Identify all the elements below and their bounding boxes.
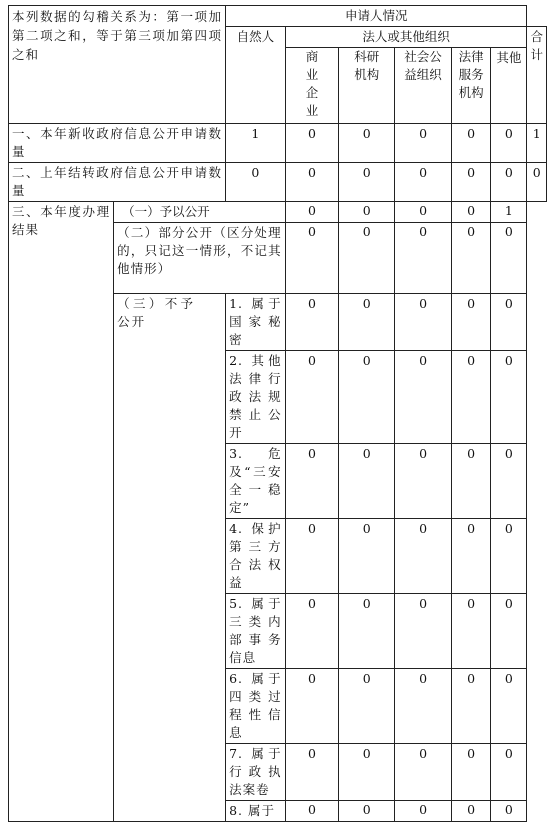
corner-note: 本列数据的勾稽关系为：第一项加第二项之和，等于第三项加第四项之和 bbox=[9, 6, 226, 124]
reason-label: 3. 危及“三安全一稳定” bbox=[226, 444, 286, 519]
reason-value: 0 bbox=[339, 294, 395, 351]
reason-value: 0 bbox=[285, 669, 339, 744]
row-carryover-value: 0 bbox=[395, 163, 452, 202]
reason-value: 0 bbox=[452, 294, 491, 351]
result-public-value: 0 bbox=[452, 202, 491, 223]
row-carryover-value: 0 bbox=[527, 163, 547, 202]
reason-value: 0 bbox=[452, 519, 491, 594]
row-new-requests-value: 0 bbox=[452, 124, 491, 163]
reason-value: 0 bbox=[285, 351, 339, 444]
reason-value: 0 bbox=[339, 744, 395, 801]
reason-value: 0 bbox=[491, 444, 527, 519]
result-partial-value: 0 bbox=[339, 223, 395, 294]
reason-value: 0 bbox=[339, 351, 395, 444]
reason-value: 0 bbox=[339, 669, 395, 744]
research-header: 科研机构 bbox=[339, 48, 395, 124]
row-new-requests-value: 0 bbox=[491, 124, 527, 163]
reason-label: 2. 其他法律行政法规禁止公开 bbox=[226, 351, 286, 444]
reason-value: 0 bbox=[339, 594, 395, 669]
reason-value: 0 bbox=[395, 801, 452, 822]
natural-person-header: 自然人 bbox=[226, 27, 286, 124]
row-new-requests-label: 一、本年新收政府信息公开申请数量 bbox=[9, 124, 226, 163]
reason-value: 0 bbox=[395, 669, 452, 744]
reason-value: 0 bbox=[395, 444, 452, 519]
reason-value: 0 bbox=[491, 351, 527, 444]
reason-label: 6. 属于四类过程性信息 bbox=[226, 669, 286, 744]
reason-value: 0 bbox=[452, 669, 491, 744]
reason-value: 0 bbox=[491, 294, 527, 351]
result-partial-value: 0 bbox=[395, 223, 452, 294]
reason-value: 0 bbox=[395, 351, 452, 444]
reason-value: 0 bbox=[285, 801, 339, 822]
result-partial-value: 0 bbox=[491, 223, 527, 294]
result-public-value: 0 bbox=[285, 202, 339, 223]
reason-value: 0 bbox=[395, 294, 452, 351]
result-partial-value: 0 bbox=[452, 223, 491, 294]
reason-label: 4. 保护第三方合法权益 bbox=[226, 519, 286, 594]
reason-value: 0 bbox=[395, 744, 452, 801]
reason-value: 0 bbox=[491, 669, 527, 744]
reason-value: 0 bbox=[452, 444, 491, 519]
reason-value: 0 bbox=[285, 744, 339, 801]
row-new-requests-value: 0 bbox=[285, 124, 339, 163]
reason-value: 0 bbox=[452, 594, 491, 669]
reason-value: 0 bbox=[339, 519, 395, 594]
row-carryover-label: 二、上年结转政府信息公开申请数量 bbox=[9, 163, 226, 202]
reason-label: 8. 属于 bbox=[226, 801, 286, 822]
other-header: 其他 bbox=[491, 48, 527, 124]
row-new-requests-value: 1 bbox=[226, 124, 286, 163]
result-public-value: 1 bbox=[491, 202, 527, 223]
result-withheld-label: （三）不予公开 bbox=[114, 294, 226, 822]
row-results-label: 三、本年度办理结果 bbox=[9, 202, 114, 822]
commercial-header: 商业企业 bbox=[285, 48, 339, 124]
reason-value: 0 bbox=[452, 801, 491, 822]
reason-value: 0 bbox=[285, 594, 339, 669]
applicant-header: 申请人情况 bbox=[226, 6, 527, 27]
result-partial-value: 0 bbox=[285, 223, 339, 294]
row-carryover-value: 0 bbox=[285, 163, 339, 202]
total-header: 合计 bbox=[527, 27, 547, 124]
row-new-requests-value: 0 bbox=[395, 124, 452, 163]
reason-label: 1. 属于国家秘密 bbox=[226, 294, 286, 351]
legal-group-header: 法人或其他组织 bbox=[285, 27, 527, 48]
result-public-value: 0 bbox=[395, 202, 452, 223]
result-public-label: （一）予以公开 bbox=[114, 202, 286, 223]
row-new-requests-value: 1 bbox=[527, 124, 547, 163]
reason-label: 7. 属于行政执法案卷 bbox=[226, 744, 286, 801]
legal-service-header: 法律服务机构 bbox=[452, 48, 491, 124]
reason-label: 5. 属于三类内部事务信息 bbox=[226, 594, 286, 669]
reason-value: 0 bbox=[491, 801, 527, 822]
disclosure-stats-table bbox=[8, 5, 547, 822]
reason-value: 0 bbox=[491, 519, 527, 594]
reason-value: 0 bbox=[491, 744, 527, 801]
public-welfare-header: 社会公益组织 bbox=[395, 48, 452, 124]
row-carryover-value: 0 bbox=[226, 163, 286, 202]
reason-value: 0 bbox=[395, 594, 452, 669]
row-carryover-value: 0 bbox=[491, 163, 527, 202]
reason-value: 0 bbox=[395, 519, 452, 594]
reason-value: 0 bbox=[285, 519, 339, 594]
reason-value: 0 bbox=[339, 801, 395, 822]
reason-value: 0 bbox=[452, 744, 491, 801]
reason-value: 0 bbox=[285, 294, 339, 351]
reason-value: 0 bbox=[491, 594, 527, 669]
result-partial-label: （二）部分公开（区分处理的，只记这一情形，不记其他情形） bbox=[114, 223, 286, 294]
row-new-requests-value: 0 bbox=[339, 124, 395, 163]
reason-value: 0 bbox=[339, 444, 395, 519]
reason-value: 0 bbox=[452, 351, 491, 444]
row-carryover-value: 0 bbox=[452, 163, 491, 202]
reason-value: 0 bbox=[285, 444, 339, 519]
row-carryover-value: 0 bbox=[339, 163, 395, 202]
result-public-value: 0 bbox=[339, 202, 395, 223]
